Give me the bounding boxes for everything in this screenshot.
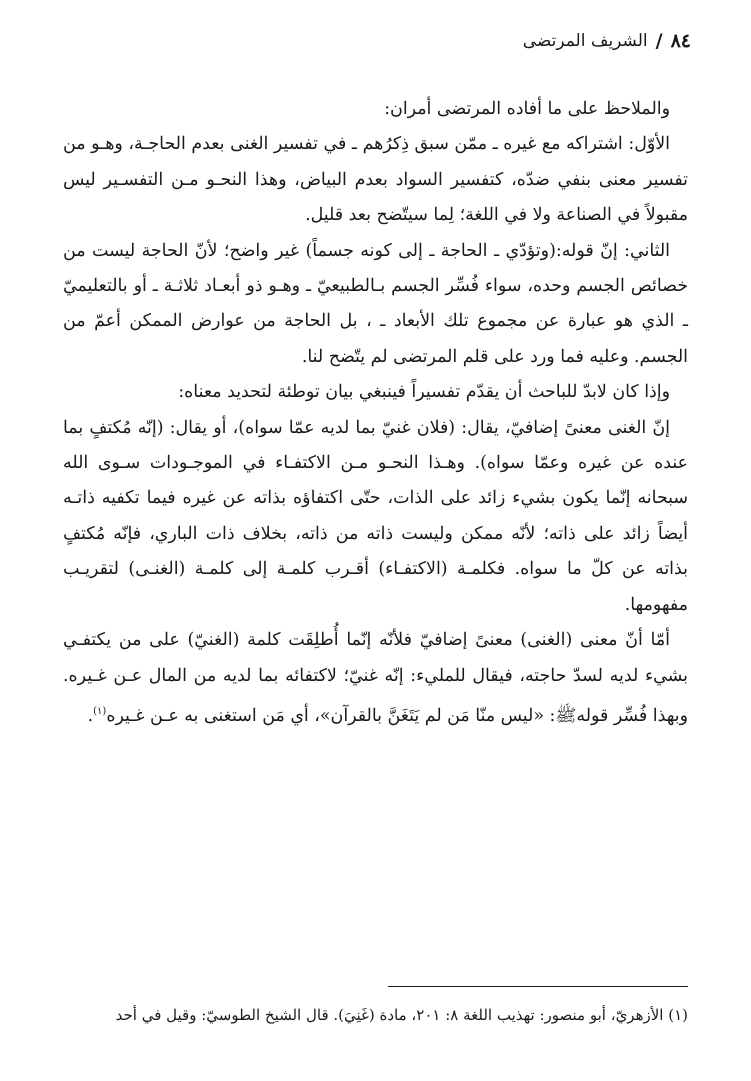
paragraph: والملاحظ على ما أفاده المرتضى أمران: (384, 99, 670, 119)
header-title: الشريف المرتضى (522, 31, 648, 51)
paragraph: الثاني: إنّ قوله:(وتؤدّي ـ الحاجة ـ إلى كونه جسماً) غير واضح؛ لأنّ الحاجة ليست من خصائص الجسم وحده، سواء فُسِّر الجسم بـالطبيعيّ ـ وهـو ذو أبعـاد ثلاثـة ـ أو بالتعليميّ ـ الذي هو عبارة عن مجموع تلك الأبعاد ـ ، بل الحاجة من عوارض الممكن أعمّ من الجسم. وعليه فما ورد على قلم المرتضى لم يتّضح لنا. (63, 240, 688, 367)
paragraph-text: أمّا أنّ معنى (الغنى) معنىً إضافيّ فلأنّه إنّما أُطلِقَت كلمة (الغنيّ) على من يكتفـي بشيء لديه لسدّ حاجته، فيقال للمليء: إنّه غنيّ؛ لاكتفائه بما لديه من المال عـن غـيره. وبهذا فُسِّر قولهﷺ: «ليس منّا مَن لم يَتَغَنَّ بالقرآن»، أي مَن استغنى به عـن غـيره (63, 630, 688, 726)
footnote-divider (388, 986, 688, 987)
footnote-marker: (١) (93, 705, 107, 717)
header-separator: / (655, 30, 663, 52)
paragraph: إنّ الغنى معنىً إضافيّ، يقال: (فلان غنيّ بما لديه عمّا سواه)، أو يقال: (إنّه مُكتفٍ بما عنده عن غيره وعمّا سواه). وهـذا النحـو مـن الاكتفـاء في الموجـودات سـوى الله سبحانه إنّما يكون بشيء زائد على الذات، حتّى اكتفاؤه بذاته عن غيره فيما تكفيه ذاتـه أيضاً زائد على ذاته؛ لأنّه ممكن وليست ذاته من ذاته، بخلاف ذات الباري، فإنّه مُكتفٍ بذاته عن كلّ ما سواه. فكلمـة (الاكتفـاء) أقـرب كلمـة إلى كلمـة (الغنـى) لتقريـب مفهومها. (63, 417, 688, 615)
paragraph: الأوّل: اشتراكه مع غيره ـ ممّن سبق ذِكرُهم ـ في تفسير الغنى بعدم الحاجـة، وهـو من تفسير معنى بنفي ضدّه، كتفسير السواد بعدم البياض، وهذا النحـو مـن التفسـير ليس مقبولاً في الصناعة ولا في اللغة؛ لِما سيتّضح بعد قليل. (63, 134, 688, 226)
running-header (60, 30, 691, 52)
paragraph-end: . (87, 705, 94, 726)
footnote: (١) الأزهريّ، أبو منصور: تهذيب اللغة ٨: ٢٠١، مادة (غَنِيَ). قال الشيخ الطوسيّ: وقيل في أحد (115, 1006, 688, 1024)
paragraph: وإذا كان لابدّ للباحث أن يقدّم تفسيراً فينبغي بيان توطئة لتحديد معناه: (178, 382, 670, 403)
page-body (63, 92, 688, 734)
paragraph-with-footnote (63, 623, 688, 734)
page-number: ٨٤ (670, 30, 691, 52)
